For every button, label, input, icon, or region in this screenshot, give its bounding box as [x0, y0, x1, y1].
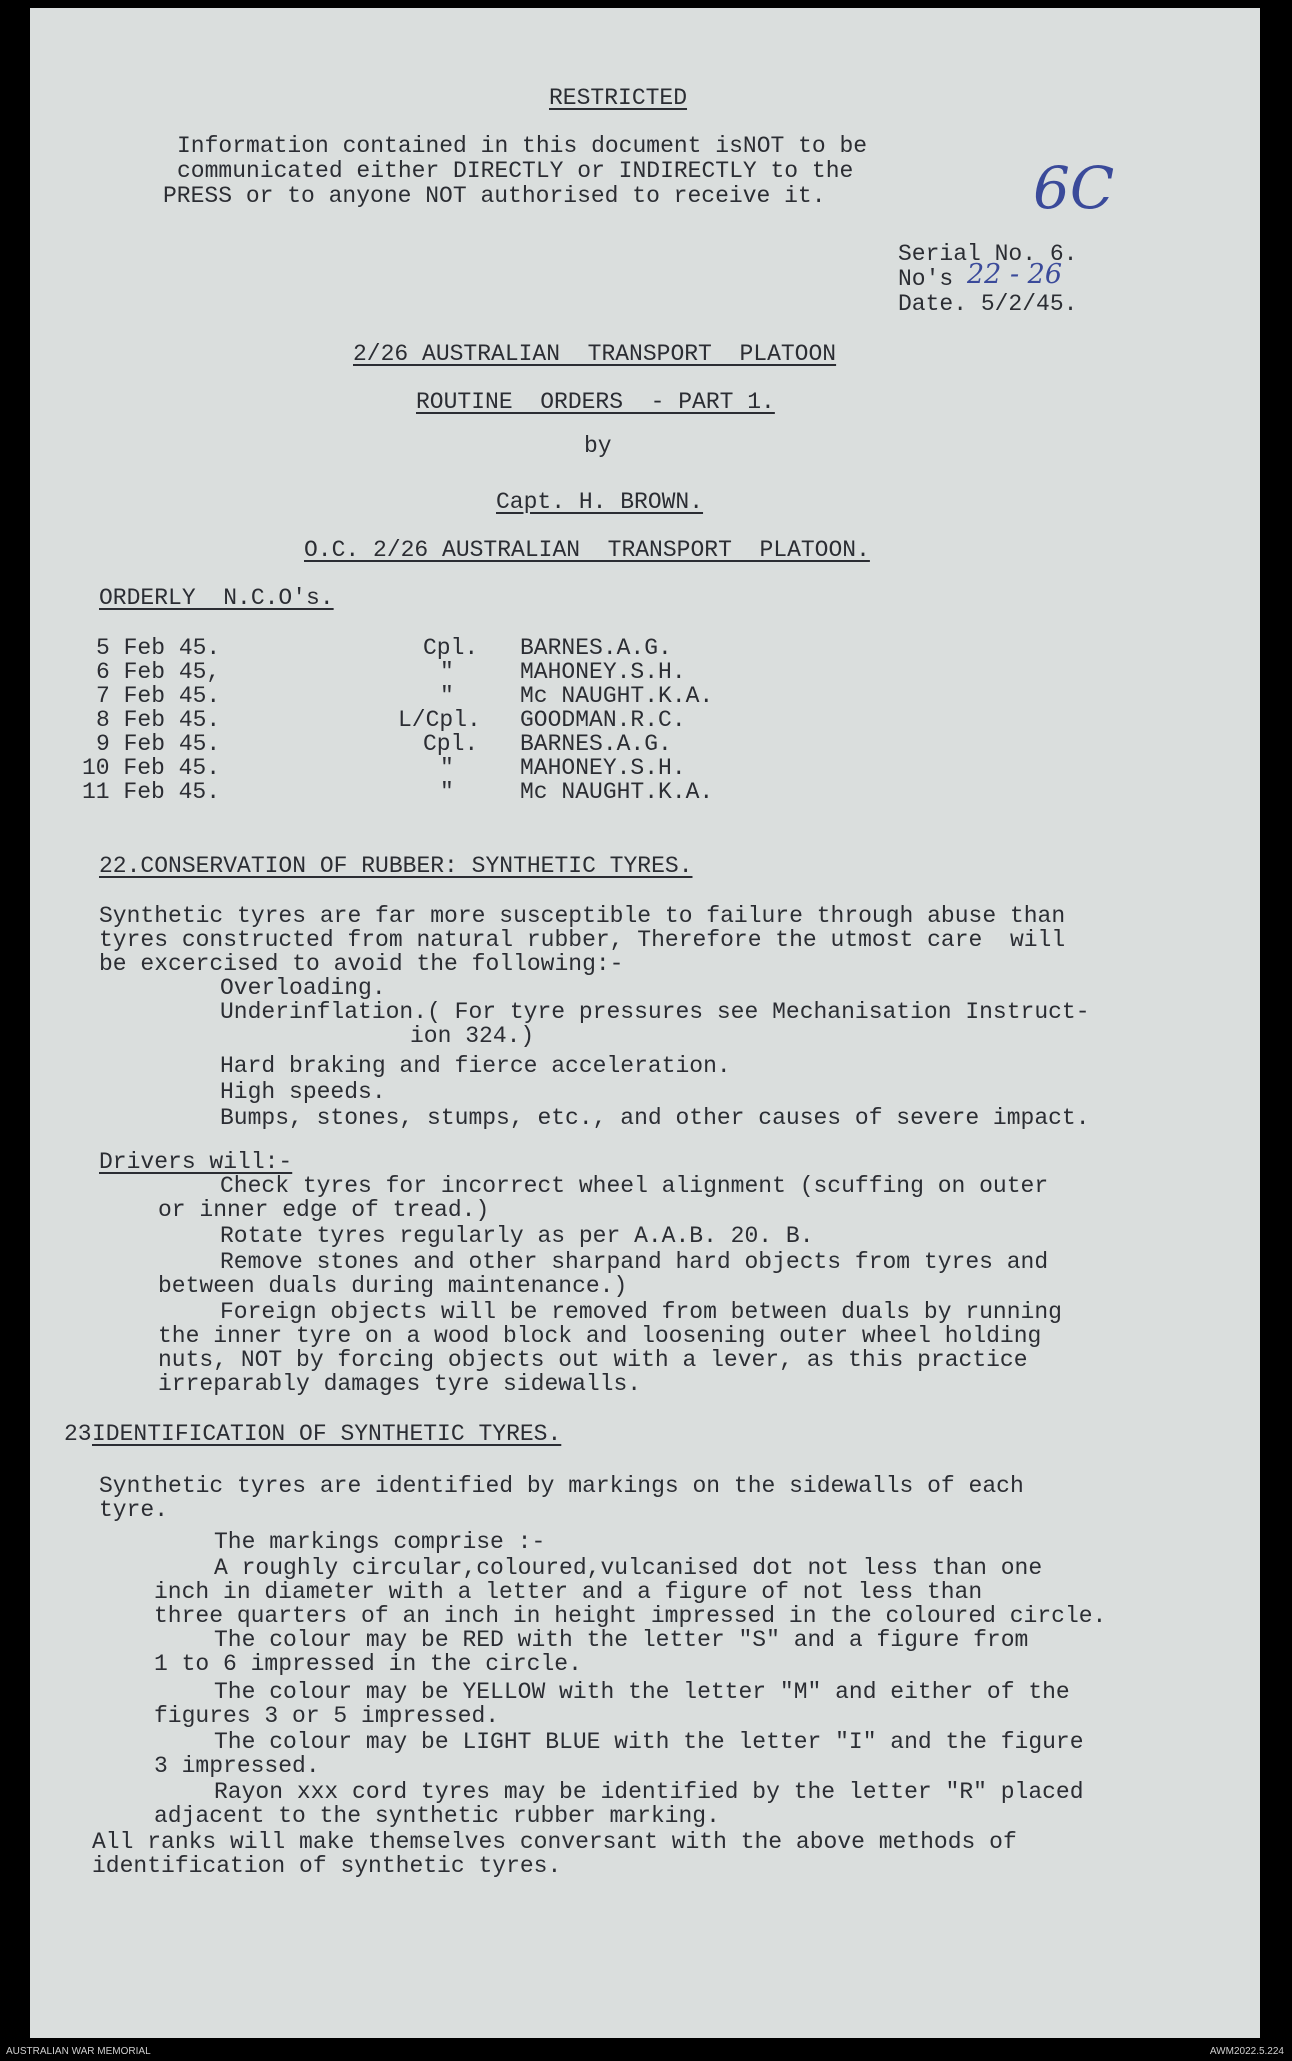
orderly-date: 5 Feb 45.: [96, 635, 221, 661]
section-22-item: Overloading.: [220, 975, 386, 1001]
section-22-item: Hard braking and fierce acceleration.: [220, 1053, 731, 1079]
section-23-line: identification of synthetic tyres.: [92, 1853, 562, 1879]
orderly-date: 9 Feb 45.: [96, 731, 221, 757]
archive-name: AUSTRALIAN WAR MEMORIAL: [6, 2046, 151, 2057]
officer-role: O.C. 2/26 AUSTRALIAN TRANSPORT PLATOON.: [304, 537, 870, 563]
notice-line: Information contained in this document isNOT to be: [177, 133, 868, 159]
drivers-line: the inner tyre on a wood block and loosening outer wheel holding: [158, 1323, 1042, 1349]
section-23-line: The markings comprise :-: [214, 1529, 546, 1555]
orderly-rank: ": [440, 683, 454, 709]
orderly-name: Mc NAUGHT.K.A.: [520, 779, 714, 805]
section-23-line: A roughly circular,coloured,vulcanised dot not less than one: [214, 1555, 1043, 1581]
by-label: by: [584, 433, 612, 459]
drivers-line: Foreign objects will be removed from between duals by running: [220, 1299, 1062, 1325]
orderly-rank: L/Cpl.: [398, 707, 481, 733]
orderly-rank: Cpl.: [423, 635, 479, 661]
section-22-item: Underinflation.( For tyre pressures see Mechanisation Instruct-: [220, 999, 1090, 1025]
section-22-intro: be excercised to avoid the following:-: [99, 951, 624, 977]
drivers-line: Rotate tyres regularly as per A.A.B. 20. B.: [220, 1223, 814, 1249]
orderly-heading: ORDERLY N.C.O's.: [99, 585, 334, 611]
section-23-number: 23: [64, 1421, 92, 1447]
orderly-name: BARNES.A.G.: [520, 635, 672, 661]
section-23-line: adjacent to the synthetic rubber marking.: [154, 1803, 720, 1829]
notice-line: PRESS or to anyone NOT authorised to receive it.: [163, 183, 826, 209]
orderly-date: 11 Feb 45.: [82, 779, 221, 805]
section-23-line: Rayon xxx cord tyres may be identified by the letter "R" placed: [214, 1779, 1084, 1805]
drivers-line: nuts, NOT by forcing objects out with a lever, as this practice: [158, 1347, 1028, 1373]
section-23-line: inch in diameter with a letter and a figure of not less than: [154, 1579, 983, 1605]
drivers-line: Check tyres for incorrect wheel alignment (scuffing on outer: [220, 1173, 1049, 1199]
section-22-intro: tyres constructed from natural rubber, Therefore the utmost care will: [99, 927, 1066, 953]
section-23-line: three quarters of an inch in height impressed in the coloured circle.: [154, 1603, 1107, 1629]
section-23-line: figures 3 or 5 impressed.: [154, 1703, 500, 1729]
section-22-item: Bumps, stones, stumps, etc., and other causes of severe impact.: [220, 1105, 1090, 1131]
section-22-intro: Synthetic tyres are far more susceptible to failure through abuse than: [99, 903, 1066, 929]
orderly-date: 7 Feb 45.: [96, 683, 221, 709]
orders-title: ROUTINE ORDERS - PART 1.: [416, 389, 775, 415]
drivers-line: Remove stones and other sharpand hard objects from tyres and: [220, 1249, 1049, 1275]
handwritten-folio-mark: 6C: [1033, 154, 1115, 222]
notice-line: communicated either DIRECTLY or INDIRECTLY to the: [177, 158, 854, 184]
orderly-date: 6 Feb 45,: [96, 659, 221, 685]
drivers-line: irreparably damages tyre sidewalls.: [158, 1371, 642, 1397]
orderly-rank: ": [440, 779, 454, 805]
orderly-rank: Cpl.: [423, 731, 479, 757]
restricted-heading: RESTRICTED: [549, 85, 688, 111]
orderly-name: BARNES.A.G.: [520, 731, 672, 757]
orderly-name: MAHONEY.S.H.: [520, 659, 686, 685]
orderly-rank: ": [440, 659, 454, 685]
nos-handwritten-value: 22 - 26: [967, 259, 1063, 290]
drivers-line: between duals during maintenance.): [158, 1273, 628, 1299]
orderly-date: 10 Feb 45.: [82, 755, 221, 781]
section-23-line: All ranks will make themselves conversant with the above methods of: [92, 1829, 1017, 1855]
section-23-line: 1 to 6 impressed in the circle.: [154, 1651, 582, 1677]
unit-title: 2/26 AUSTRALIAN TRANSPORT PLATOON: [353, 341, 837, 367]
section-23-line: 3 impressed.: [154, 1753, 320, 1779]
section-23-line: Synthetic tyres are identified by markings on the sidewalls of each: [99, 1473, 1024, 1499]
section-22-heading: 22.CONSERVATION OF RUBBER: SYNTHETIC TYRES.: [99, 853, 693, 879]
section-23-line: The colour may be LIGHT BLUE with the letter "I" and the figure: [214, 1729, 1084, 1755]
section-23-heading: IDENTIFICATION OF SYNTHETIC TYRES.: [92, 1421, 562, 1447]
officer-name: Capt. H. BROWN.: [496, 489, 704, 515]
orderly-rank: ": [440, 755, 454, 781]
document-page: [30, 8, 1260, 2038]
section-22-item: ion 324.): [410, 1023, 535, 1049]
orderly-name: MAHONEY.S.H.: [520, 755, 686, 781]
document-date: Date. 5/2/45.: [898, 291, 1078, 317]
section-23-line: The colour may be RED with the letter "S" and a figure from: [214, 1627, 1029, 1653]
section-23-line: The colour may be YELLOW with the letter "M" and either of the: [214, 1679, 1070, 1705]
drivers-heading: Drivers will:-: [99, 1149, 293, 1175]
serial-number: Serial No. 6.: [898, 241, 1078, 267]
orderly-name: GOODMAN.R.C.: [520, 707, 686, 733]
orderly-date: 8 Feb 45.: [96, 707, 221, 733]
nos-label: No's: [898, 266, 954, 292]
archive-reference: AWM2022.5.224: [1209, 2046, 1284, 2057]
section-23-line: tyre.: [99, 1497, 169, 1523]
drivers-line: or inner edge of tread.): [158, 1197, 490, 1223]
section-22-item: High speeds.: [220, 1079, 386, 1105]
orderly-name: Mc NAUGHT.K.A.: [520, 683, 714, 709]
archive-footer: [0, 2046, 1292, 2061]
